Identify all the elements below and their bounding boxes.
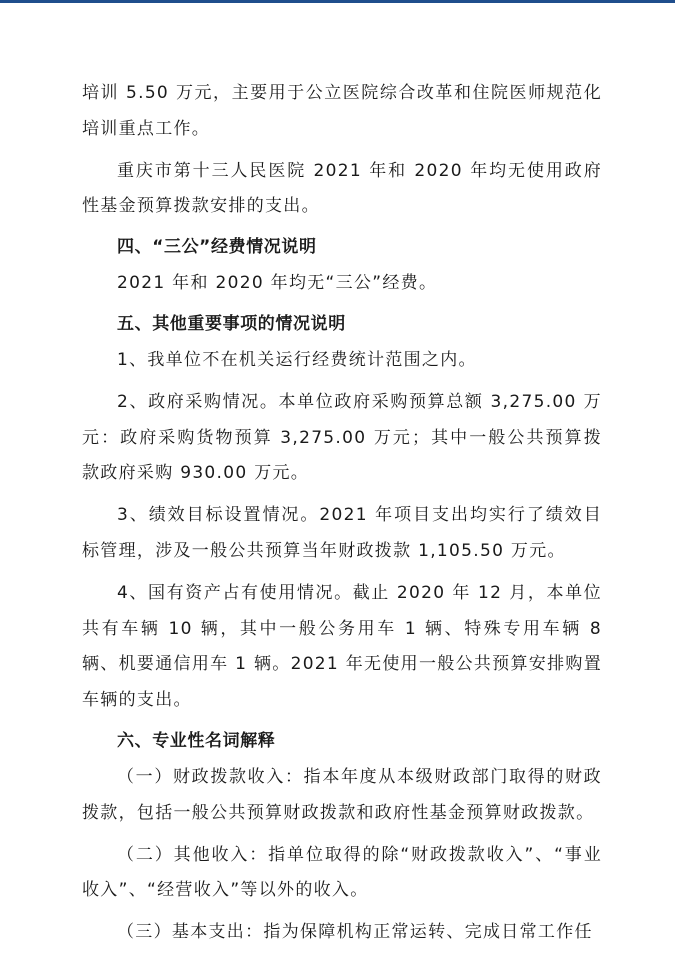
- section-heading-other-matters: 五、其他重要事项的情况说明: [117, 313, 346, 334]
- paragraph-state-assets: 4、国有资产占有使用情况。截止 2020 年 12 月，本单位共有车辆 10 辆，其中一般公务用车 1 辆、特殊专用车辆 8 辆、机要通信用车 1 辆。2021 年无使用一般公共预算安排购置车辆的支出。: [82, 582, 602, 711]
- paragraph-term-basic-expenditure: （三）基本支出：指为保障机构正常运转、完成日常工作任: [117, 922, 593, 943]
- paragraph-operating-funds: 1、我单位不在机关运行经费统计范围之内。: [117, 349, 477, 370]
- document-body: [82, 76, 602, 957]
- paragraph-performance-targets: 3、绩效目标设置情况。2021 年项目支出均实行了绩效目标管理，涉及一般公共预算当年财政拨款 1,105.50 万元。: [82, 505, 602, 561]
- paragraph-term-other-income: （二）其他收入：指单位取得的除“财政拨款收入”、“事业收入”、“经营收入”等以外的收入。: [82, 844, 602, 901]
- paragraph-term-fiscal-income: （一）财政拨款收入：指本年度从本级财政部门取得的财政拨款，包括一般公共预算财政拨款和政府性基金预算财政拨款。: [82, 766, 602, 823]
- paragraph-training-funds: 培训 5.50 万元，主要用于公立医院综合改革和住院医师规范化培训重点工作。: [82, 83, 602, 139]
- paragraph-three-public: 2021 年和 2020 年均无“三公”经费。: [117, 273, 438, 294]
- section-heading-terms: 六、专业性名词解释: [117, 730, 276, 751]
- paragraph-government-fund: 重庆市第十三人民医院 2021 年和 2020 年均无使用政府性基金预算拨款安排的支出。: [82, 160, 602, 217]
- top-border-line: [0, 0, 675, 3]
- section-heading-three-public: 四、“三公”经费情况说明: [117, 237, 317, 258]
- paragraph-procurement: 2、政府采购情况。本单位政府采购预算总额 3,275.00 万元：政府采购货物预算 3,275.00 万元；其中一般公共预算拨款政府采购 930.00 万元。: [82, 391, 602, 484]
